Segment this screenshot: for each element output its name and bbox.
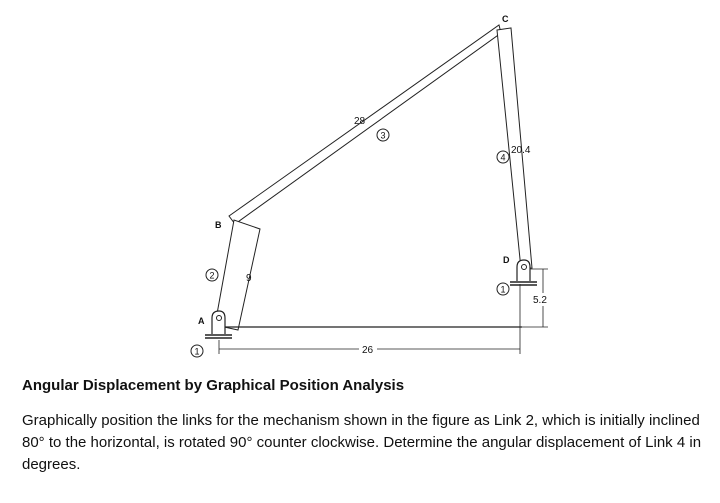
svg-text:2: 2 bbox=[209, 270, 215, 281]
link-number-1-left bbox=[191, 345, 203, 357]
link-number-2 bbox=[206, 269, 218, 281]
svg-text:1: 1 bbox=[194, 346, 200, 357]
dimension-label-26: 26 bbox=[362, 345, 374, 356]
svg-text:1: 1 bbox=[500, 284, 506, 295]
link-number-4 bbox=[497, 151, 509, 163]
point-label-b: B bbox=[215, 220, 222, 230]
point-label-c: C bbox=[502, 14, 509, 24]
pivot-d-icon bbox=[510, 260, 537, 285]
svg-text:4: 4 bbox=[500, 152, 506, 163]
dimension-label-20-4: 20.4 bbox=[511, 145, 531, 156]
link-number-1-right bbox=[497, 283, 509, 295]
dimension-label-5-2: 5.2 bbox=[533, 295, 547, 306]
problem-statement: Graphically position the links for the mechanism shown in the figure as Link 2, which is initially inclined 80° to the horizontal, is rotated 90° counter clockwise. Determine the angular displacement of Link 4 in degrees. bbox=[22, 412, 702, 473]
svg-text:3: 3 bbox=[380, 130, 386, 141]
dimension-label-28: 28 bbox=[354, 116, 366, 127]
point-label-a: A bbox=[198, 316, 205, 326]
section-heading: Angular Displacement by Graphical Position Analysis bbox=[22, 377, 405, 394]
point-label-d: D bbox=[503, 255, 510, 265]
dimension-label-9: 9 bbox=[246, 273, 252, 284]
link-number-3 bbox=[377, 129, 389, 141]
